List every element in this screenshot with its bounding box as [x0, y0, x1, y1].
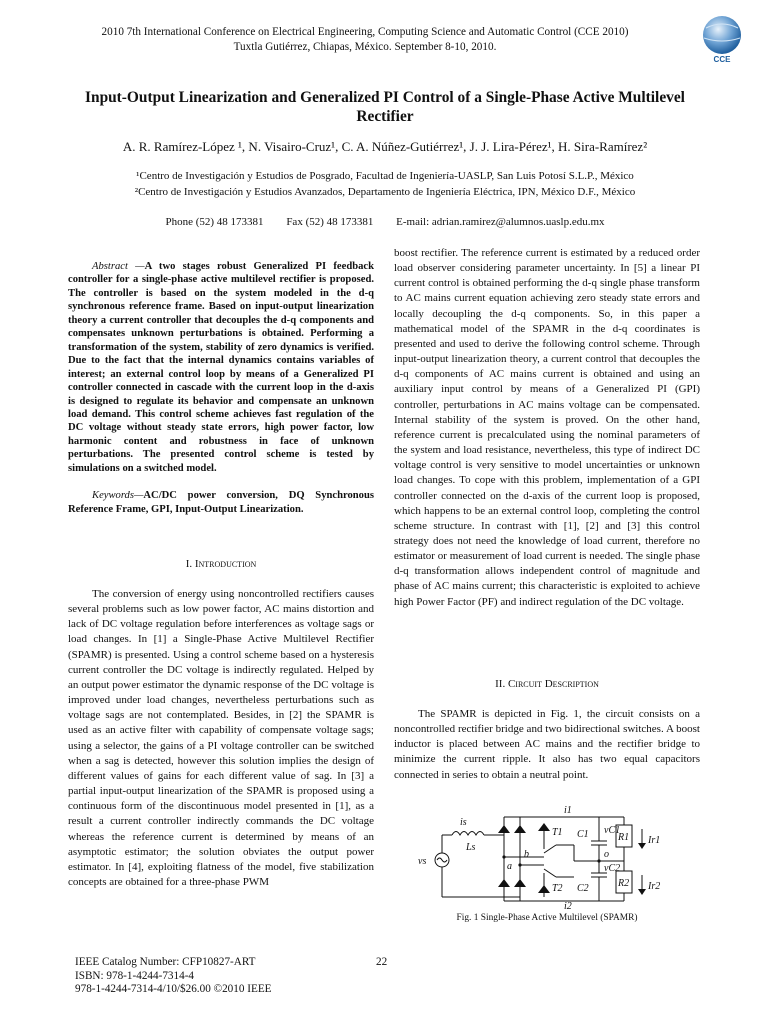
author-list: A. R. Ramírez-López ¹, N. Visairo-Cruz¹, C. A. Núñez-Gutiérrez¹, J. J. Lira-Pérez¹, H. Sira-Ramírez²	[122, 139, 648, 154]
label-a: a	[507, 861, 512, 872]
label-is: is	[460, 817, 467, 828]
footer-catalog: IEEE Catalog Number: CFP10827-ART	[75, 956, 256, 968]
label-T2: T2	[552, 883, 563, 894]
label-vs: vs	[418, 856, 427, 867]
introduction-paragraph: The conversion of energy using noncontrolled rectifiers causes several problems such as low power factor, AC mains distortion and lack of DC voltage regulation before interferences as voltage sags or load changes. In [1] a Single-Phase Active Multilevel Rectifier (SPAMR) is presented. Using a control scheme based on a hysteresis current controller the DC voltage is indirectly regulated. Helped by an output power estimator the dynamic response of the DC voltage is improved under load changes, nevertheless perturbations such as voltage sags are not contemplated. Besides, in [2] the SPAMR is used as an active filter with capability of compensate voltage sags; using a selector, the gains of a PI voltage controller can be switched when a sag is detected, however this solution implies the design of different values of gains for each different value of sag. In [3] a partial input-output linearization of the SPAMR is proposed using a continuous form of the discontinuous model presented in [1], as a result a current controller indirectly commands the DC voltage whereas the reference current is determined by means of an asymptotic estimator; the solution obviates the output power estimator. In [4], exploiting flatness of the model, five stabilization concepts are obtained for a three-phase PWM	[68, 588, 374, 888]
label-T1: T1	[552, 827, 563, 838]
label-Ir2: Ir2	[648, 881, 661, 892]
fax-text: Fax (52) 48 173381	[286, 216, 374, 228]
affiliation-2: ²Centro de Investigación y Estudios Avanzados, Departamento de Ingeniería Eléctrica, IPN, México D.F., México	[134, 186, 636, 198]
footer-publication-info	[75, 956, 272, 997]
abstract	[68, 260, 374, 475]
circuit-diagram	[394, 805, 694, 910]
keywords	[68, 489, 374, 516]
circuit-text-block	[394, 707, 700, 783]
label-Ir1: Ir1	[648, 835, 661, 846]
globe-icon	[703, 16, 741, 54]
inductor-icon	[452, 832, 484, 836]
circuit-paragraph: The SPAMR is depicted in Fig. 1, the circuit consists on a noncontrolled rectifier bridge and two bidirectional switches. A boost inductor is placed between AC mains and the rectifier bridge to minimize the current ripple. It also has two equal capacitors connected in series to obtain a neutral point.	[394, 708, 700, 781]
abstract-lead: Abstract —	[92, 261, 145, 272]
conference-line-1: 2010 7th International Conference on Electrical Engineering, Computing Science and Automatic Control (CCE 2010)	[101, 26, 629, 38]
left-column	[68, 260, 374, 516]
section-heading-introduction: I. Introduction	[185, 558, 257, 570]
label-C1: C1	[577, 829, 589, 840]
label-vC1: vC1	[604, 825, 621, 836]
email-text: E-mail: adrian.ramirez@alumnos.uaslp.edu.mx	[396, 216, 605, 228]
label-i2: i2	[564, 901, 572, 910]
label-b: b	[524, 849, 529, 860]
conference-line-2: Tuxtla Gutiérrez, Chiapas, México. September 8-10, 2010.	[233, 41, 497, 53]
conference-header	[40, 25, 690, 55]
affiliation-1: ¹Centro de Investigación y Estudios de Posgrado, Facultad de Ingeniería-UASLP, San Luis Potosí S.L.P., México	[136, 170, 634, 182]
label-R2: R2	[618, 878, 630, 889]
phone-text: Phone (52) 48 173381	[165, 216, 264, 228]
cce-logo	[694, 14, 750, 64]
logo-text: CCE	[713, 55, 731, 64]
right-column-text	[394, 246, 700, 610]
footer-copyright: 978-1-4244-7314-4/10/$26.00 ©2010 IEEE	[75, 983, 272, 995]
label-C2: C2	[577, 883, 589, 894]
contact-line	[40, 216, 730, 228]
keywords-text: AC/DC power conversion, DQ Synchronous Reference Frame, GPI, Input-Output Linearization.	[68, 490, 374, 515]
abstract-text: A two stages robust Generalized PI feedback controller for a single-phase active multilevel rectifier is proposed. The controller is based on the system modeled in the d-q synchronous reference frame. Based on input-output linearization theory a current controller that decouples the d-q components and compensates unknown perturbations is obtained. Performing a transformation of the system, stability of zero dynamics is verified. Due to the fact that the internal dynamics contains variables of interest; an external control loop by means of a Generalized PI controller connected in cascade with the current loop in the d-axis is designed to regulate its behavior and compensate an unknown load demand. This control scheme achieves fast regulation of the DC voltage without steady state errors, high power factor, low harmonic content and robustness in face of unknown perturbations. The presented control scheme is tested by simulations on a switched model.	[68, 261, 374, 474]
keywords-lead: Keywords—	[92, 490, 144, 502]
page-number: 22	[376, 956, 388, 968]
label-o: o	[604, 849, 609, 860]
label-Ls: Ls	[466, 842, 476, 853]
figure-caption: Fig. 1 Single-Phase Active Multilevel (SPAMR)	[456, 913, 638, 923]
section-heading-circuit: II. Circuit Description	[495, 678, 599, 690]
paper-title: Input-Output Linearization and Generalized PI Control of a Single-Phase Active Multilevel Rectifier	[85, 89, 685, 125]
label-i1: i1	[564, 805, 572, 816]
label-vC2: vC2	[604, 863, 621, 874]
label-R1: R1	[618, 832, 630, 843]
footer-isbn: ISBN: 978-1-4244-7314-4	[75, 969, 195, 982]
right-column-paragraph: boost rectifier. The reference current is estimated by a reduced order load observer considering parameter uncertainty. In [5] a linear PI current control is obtained performing the d-q single phase transform to AC mains current equation achieving zero steady state errors and locally decoupling the d-q components. So, in this paper a mathematical model of the SPAMR in the d-q coordinates is presented and used to derive the following control scheme. Through input-output linearization theory, a current control that decouples the d-q components of AC mains current is obtained and using an auxiliary input control by means of a Generalized PI (GPI) controller, perturbations in AC mains voltage can be compensated. Internal stability of the system is proved. On the other hand, reference current is precalculated using the nominal parameters of the system and load resistance, nevertheless, this type of indirect DC voltage control is very sensitive to model uncertainties or unknown load changes. To cope with this problem, implementation of a GPI controller connected on the d-axis of the current loop is proposed, which happens to be an external control loop, completing the control scheme structure. In contrast with [1], [2] and [3] this control strategy does not need the knowledge of load current, therefore no estimator or measurement of load current is needed. The single phase d-q transformation allows independent control of magnitude and phase of AC mains current; this characteristic is exploited to achieve high Power Factor (PF) and indirect regulation of the DC voltage.	[394, 247, 700, 608]
introduction-text-block	[68, 587, 374, 890]
